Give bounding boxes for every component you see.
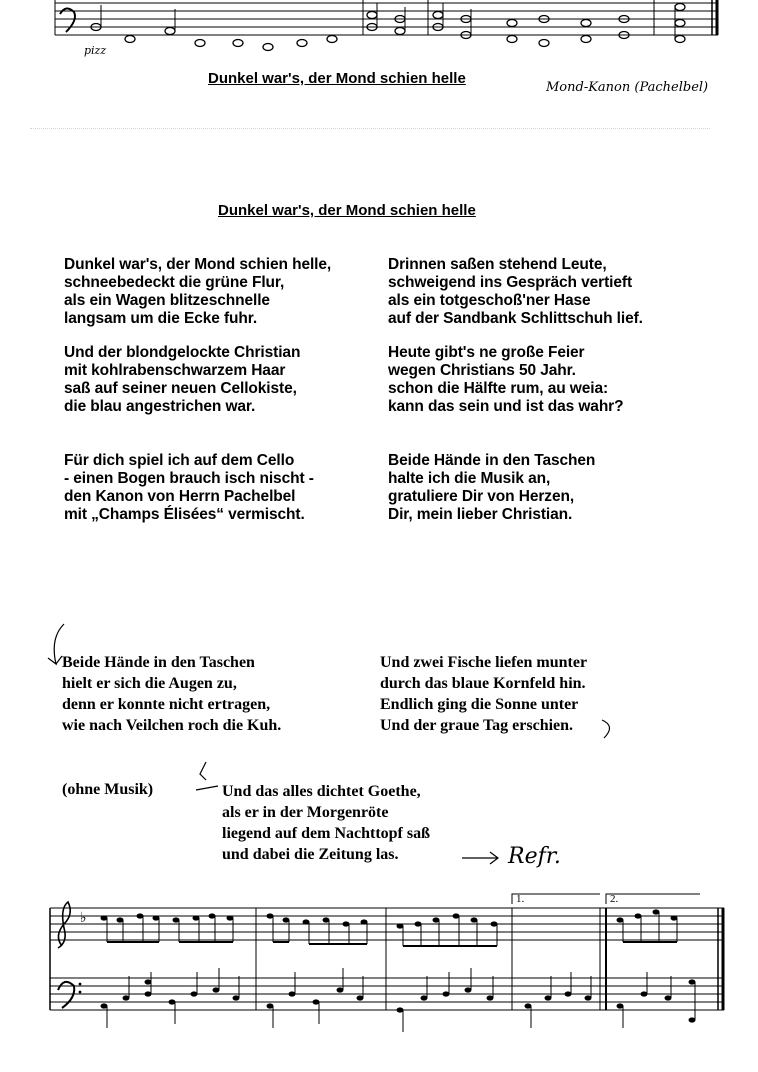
- bass-clef-icon: [60, 8, 75, 32]
- arrow-right-icon: [460, 850, 504, 866]
- stanza-line: Und der blondgelockte Christian: [64, 344, 301, 361]
- handwritten-refrain: Refr.: [508, 844, 561, 869]
- stanza-line: auf der Sandbank Schlittschuh lief.: [388, 310, 643, 327]
- stanza-line: Endlich ging die Sonne unter: [380, 696, 579, 713]
- stanza-left-3: [64, 452, 314, 524]
- treble-clef-icon: [58, 902, 70, 948]
- scan-artifact-line: [30, 128, 710, 130]
- stanza-left-1: [64, 256, 331, 328]
- stanza-left-2: [64, 344, 300, 416]
- bracket-mark-right: [598, 716, 622, 742]
- stanza-line: die blau angestrichen war.: [64, 398, 256, 415]
- stanza-line: mit „Champs Élisées“ vermischt.: [64, 506, 305, 523]
- stanza-line: Und das alles dichtet Goethe,: [222, 783, 421, 800]
- main-title: Dunkel war's, der Mond schien helle: [218, 202, 476, 219]
- stanza-line: wie nach Veilchen roch die Kuh.: [62, 717, 282, 734]
- serif-stanza-left: [62, 652, 281, 736]
- stanza-line: denn er konnte nicht ertragen,: [62, 696, 271, 713]
- final-stanza: [222, 781, 430, 865]
- pizz-marking: pizz: [84, 44, 107, 57]
- stanza-line: mit kohlrabenschwarzem Haar: [64, 362, 286, 379]
- stanza-line: Dunkel war's, der Mond schien helle,: [64, 256, 332, 273]
- stanza-line: langsam um die Ecke fuhr.: [64, 310, 258, 327]
- stanza-line: als ein Wagen blitzeschnelle: [64, 292, 270, 309]
- top-title: Dunkel war's, der Mond schien helle: [208, 70, 466, 87]
- stanza-line: kann das sein und ist das wahr?: [388, 398, 624, 415]
- serif-stanza-right: [380, 652, 587, 736]
- stanza-right-1: [388, 256, 643, 328]
- stanza-line: Dir, mein lieber Christian.: [388, 506, 573, 523]
- stanza-line: schon die Hälfte rum, au weia:: [388, 380, 609, 397]
- stanza-line: schneebedeckt die grüne Flur,: [64, 274, 285, 291]
- stanza-line: gratuliere Dir von Herzen,: [388, 488, 575, 505]
- stanza-line: und dabei die Zeitung las.: [222, 846, 399, 863]
- stanza-line: wegen Christians 50 Jahr.: [388, 362, 576, 379]
- stanza-line: liegend auf dem Nachttopf saß: [222, 825, 431, 842]
- stanza-line: als ein totgeschoß'ner Hase: [388, 292, 591, 309]
- stanza-line: durch das blaue Kornfeld hin.: [380, 675, 586, 692]
- volta-1-label: 1.: [516, 893, 525, 905]
- stanza-line: als er in der Morgenröte: [222, 804, 389, 821]
- stanza-right-2: [388, 344, 624, 416]
- stanza-line: saß auf seiner neuen Cellokiste,: [64, 380, 297, 397]
- stanza-line: Und zwei Fische liefen munter: [380, 654, 588, 671]
- stanza-line: halte ich die Musik an,: [388, 470, 551, 487]
- stanza-line: Beide Hände in den Taschen: [62, 654, 255, 671]
- top-music-staff: [0, 0, 758, 60]
- stanza-line: hielt er sich die Augen zu,: [62, 675, 237, 692]
- stanza-line: Und der graue Tag erschien.: [380, 717, 574, 734]
- handwritten-note-top: Mond-Kanon (Pachelbel): [546, 80, 709, 95]
- stanza-line: Beide Hände in den Taschen: [388, 452, 596, 469]
- stanza-right-3: [388, 452, 595, 524]
- stanza-line: Drinnen saßen stehend Leute,: [388, 256, 607, 273]
- ohne-musik-label: (ohne Musik): [62, 781, 154, 798]
- volta-2-label: 2.: [610, 893, 619, 905]
- stanza-line: schweigend ins Gespräch vertieft: [388, 274, 633, 291]
- bottom-music-score: [0, 880, 758, 1060]
- stanza-line: Für dich spiel ich auf dem Cello: [64, 452, 295, 469]
- stanza-line: - einen Bogen brauch isch nischt -: [64, 470, 314, 487]
- stanza-line: den Kanon von Herrn Pachelbel: [64, 488, 296, 505]
- stanza-line: Heute gibt's ne große Feier: [388, 344, 585, 361]
- svg-text:♭: ♭: [80, 910, 87, 926]
